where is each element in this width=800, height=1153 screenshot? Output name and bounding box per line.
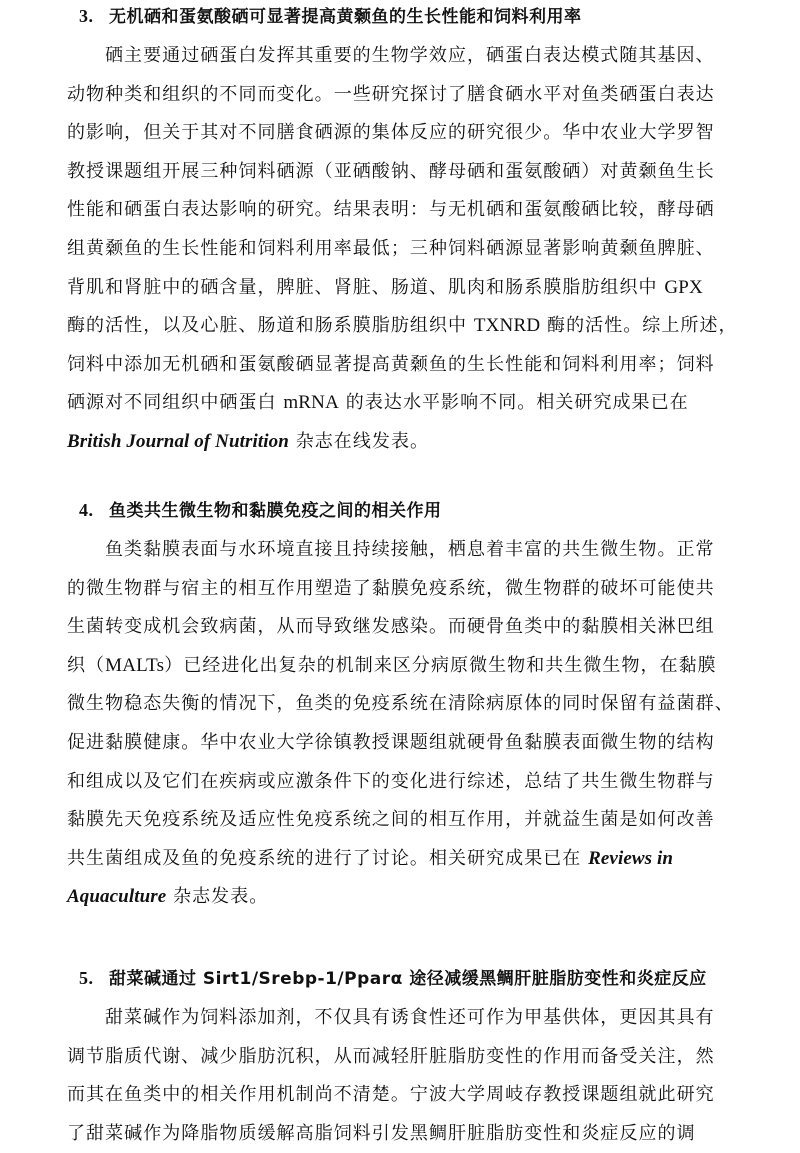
paragraph-line: [67, 878, 757, 917]
section-number: 4.: [79, 500, 94, 520]
section-4: [67, 498, 757, 917]
paragraph-line: 性能和硒蛋白表达影响的研究。结果表明：与无机硒和蛋氨酸硒比较，酵母硒: [67, 199, 715, 221]
line-text: 硒源对不同组织中硒蛋白: [67, 392, 284, 414]
line-text: 的表达水平影响不同。相关研究成果已在: [339, 392, 689, 414]
paragraph-line: [67, 384, 757, 423]
line-text: 共生菌组成及鱼的免疫系统的进行了讨论。相关研究成果已在: [67, 847, 589, 869]
section-title: 无机硒和蛋氨酸硒可显著提高黄颡鱼的生长性能和饲料利用率: [109, 7, 582, 27]
line-text: ）已经进化出复杂的机制来区分病原微生物和共生微生物，在黏膜: [164, 654, 717, 676]
paragraph-line: 饲料中添加无机硒和蛋氨酸硒显著提高黄颡鱼的生长性能和饲料利用率；饲料: [67, 353, 715, 375]
section-heading: [67, 498, 757, 523]
line-text: 酶的活性。综上所述，: [540, 315, 738, 337]
paragraph-line: [67, 840, 757, 879]
journal-name: Reviews in: [588, 847, 674, 869]
abbreviation: mRNA: [283, 392, 340, 414]
line-text: 酶的活性，以及心脏、肠道和肠系膜脂肪组织中: [67, 315, 474, 337]
paragraph-line: 而其在鱼类中的相关作用机制尚不清楚。宁波大学周岐存教授课题组就此研究: [67, 1084, 715, 1106]
journal-name: British Journal of Nutrition: [67, 430, 289, 452]
section-title: 鱼类共生微生物和黏膜免疫之间的相关作用: [109, 501, 442, 521]
paragraph-line: 硒主要通过硒蛋白发挥其重要的生物学效应，硒蛋白表达模式随其基因、: [105, 45, 715, 66]
abbreviation: MALTs: [105, 654, 165, 676]
section-body: [67, 37, 757, 462]
paragraph-line: 的微生物群与宿主的相互作用塑造了黏膜免疫系统，微生物群的破坏可能使共: [67, 577, 715, 599]
abbreviation: TXNRD: [473, 315, 541, 337]
paragraph-line: [67, 307, 757, 346]
line-text: 背肌和肾脏中的硒含量，脾脏、肾脏、肠道、肌肉和肠系膜脂肪组织中: [67, 276, 665, 298]
paragraph-line: 的影响，但关于其对不同膳食硒源的集体反应的研究很少。华中农业大学罗智: [67, 122, 715, 144]
paragraph-line: [67, 647, 757, 686]
paragraph-line: 鱼类黏膜表面与水环境直接且持续接触，栖息着丰富的共生微生物。正常: [105, 539, 715, 560]
paragraph-line: 调节脂质代谢、减少脂肪沉积，从而减轻肝脏脂肪变性的作用而备受关注，然: [67, 1045, 715, 1067]
paragraph-line: 教授课题组开展三种饲料硒源（亚硒酸钠、酵母硒和蛋氨酸硒）对黄颡鱼生长: [67, 160, 715, 182]
section-body: [67, 999, 757, 1153]
section-heading: [67, 966, 757, 991]
paragraph-line: 了甜菜碱作为降脂物质缓解高脂饲料引发黑鲷肝脏脂肪变性和炎症反应的调: [67, 1122, 696, 1144]
paragraph-line: 甜菜碱作为饲料添加剂，不仅具有诱食性还可作为甲基供体，更因其具有: [105, 1007, 715, 1028]
section-body: [67, 531, 757, 917]
paragraph-line: 生菌转变成机会致病菌，从而导致继发感染。而硬骨鱼类中的黏膜相关淋巴组: [67, 616, 715, 638]
paragraph-line: 促进黏膜健康。华中农业大学徐镇教授课题组就硬骨鱼黏膜表面微生物的结构: [67, 731, 715, 753]
paragraph-line: 组黄颡鱼的生长性能和饲料利用率最低；三种饲料硒源显著影响黄颡鱼脾脏、: [67, 237, 715, 259]
paragraph-line: [67, 423, 757, 462]
section-title: 甜菜碱通过 Sirt1/Srebp-1/Pparα 途径减缓黑鲷肝脏脂肪变性和炎症反应: [109, 969, 707, 989]
paragraph-line: 黏膜先天免疫系统及适应性免疫系统之间的相互作用，并就益生菌是如何改善: [67, 809, 715, 831]
section-5: [67, 966, 757, 1153]
abbreviation: GPX: [664, 276, 703, 298]
section-number: 5.: [79, 968, 94, 988]
section-3: [67, 4, 757, 462]
paragraph-line: 和组成以及它们在疾病或应激条件下的变化进行综述，总结了共生微生物群与: [67, 770, 715, 792]
paragraph-line: 微生物稳态失衡的情况下，鱼类的免疫系统在清除病原体的同时保留有益菌群、: [67, 693, 734, 715]
journal-name: Aquaculture: [67, 886, 167, 908]
section-heading: [67, 4, 757, 29]
paragraph-line: 动物种类和组织的不同而变化。一些研究探讨了膳食硒水平对鱼类硒蛋白表达: [67, 83, 715, 105]
section-number: 3.: [79, 6, 94, 26]
line-text: 杂志发表。: [166, 886, 269, 908]
line-text: 杂志在线发表。: [288, 430, 430, 452]
paragraph-line: [67, 269, 757, 308]
line-text: 织（: [67, 654, 106, 676]
